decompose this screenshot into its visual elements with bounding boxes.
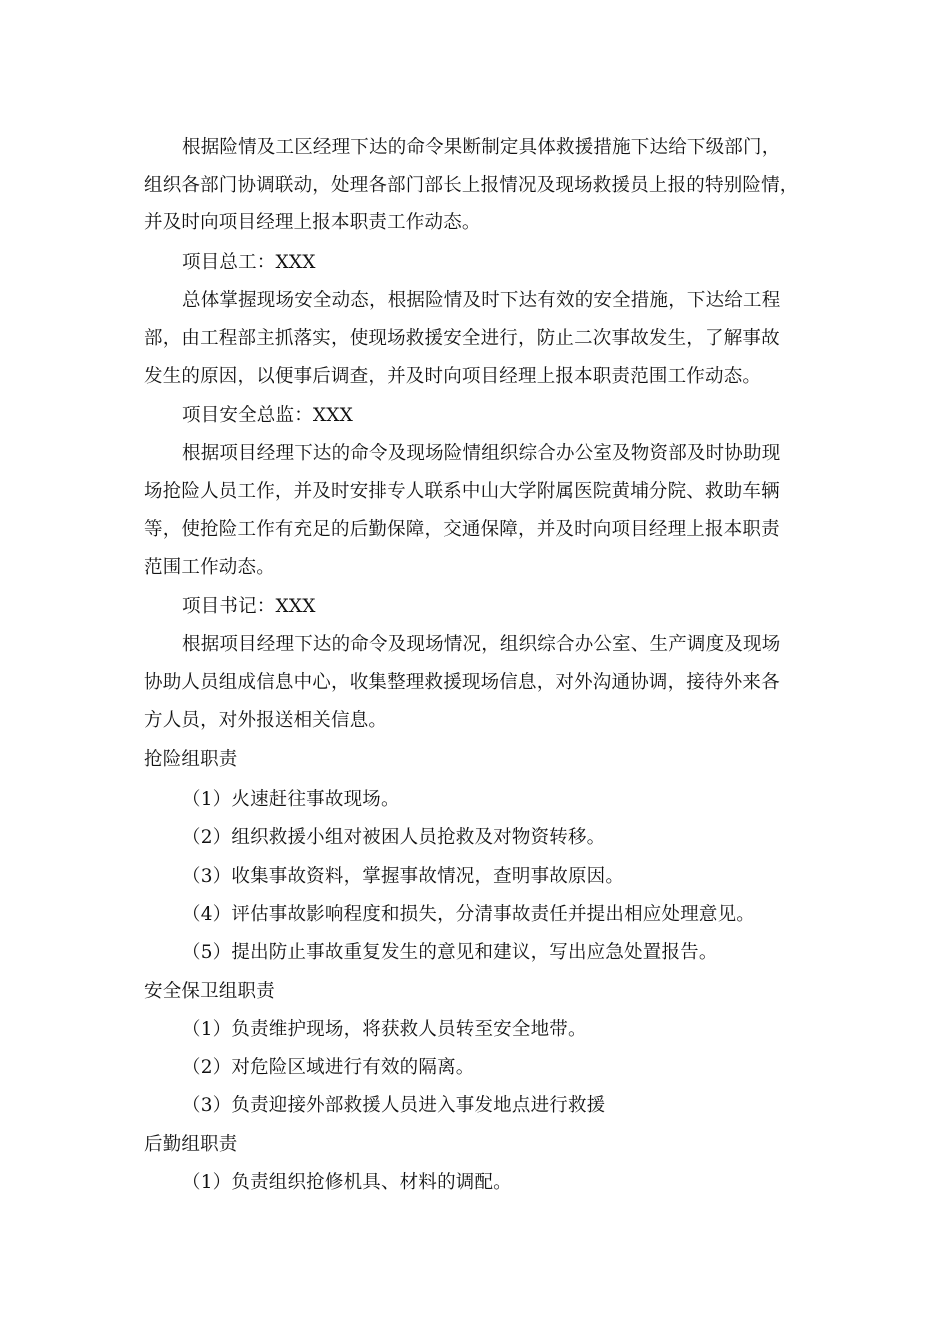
list-item: （3）负责迎接外部救援人员进入事发地点进行救援 (182, 1095, 606, 1116)
paragraph-line: 场抢险人员工作，并及时安排专人联系中山大学附属医院黄埔分院、救助车辆 (144, 481, 780, 502)
list-item: （1）负责维护现场，将获救人员转至安全地带。 (182, 1019, 587, 1040)
paragraph-line: 根据项目经理下达的命令及现场情况，组织综合办公室、生产调度及现场 (182, 634, 781, 655)
paragraph-line: 根据险情及工区经理下达的命令果断制定具体救援措施下达给下级部门， (182, 137, 781, 158)
section-heading: 安全保卫组职责 (144, 981, 275, 1002)
paragraph-line: 根据项目经理下达的命令及现场险情组织综合办公室及物资部及时协助现 (182, 443, 781, 464)
list-item: （2）对危险区域进行有效的隔离。 (182, 1057, 475, 1078)
paragraph-line: 方人员，对外报送相关信息。 (144, 710, 388, 731)
paragraph-line: 组织各部门协调联动，处理各部门部长上报情况及现场救援员上报的特别险情， (144, 175, 799, 196)
role-heading: 项目书记：XXX (182, 596, 316, 617)
list-item: （1）火速赶往事故现场。 (182, 789, 400, 810)
paragraph-line: 发生的原因，以便事后调查，并及时向项目经理上报本职责范围工作动态。 (144, 366, 762, 387)
role-heading: 项目总工：XXX (182, 252, 316, 273)
paragraph-line: 协助人员组成信息中心，收集整理救援现场信息，对外沟通协调，接待外来各 (144, 672, 780, 693)
paragraph-line: 总体掌握现场安全动态，根据险情及时下达有效的安全措施，下达给工程 (182, 290, 781, 311)
paragraph-line: 部，由工程部主抓落实，使现场救援安全进行，防止二次事故发生，了解事故 (144, 328, 780, 349)
paragraph-line: 等，使抢险工作有充足的后勤保障，交通保障，并及时向项目经理上报本职责 (144, 519, 780, 540)
role-heading: 项目安全总监：XXX (182, 405, 354, 426)
paragraph-line: 并及时向项目经理上报本职责工作动态。 (144, 212, 481, 233)
list-item: （1）负责组织抢修机具、材料的调配。 (182, 1172, 512, 1193)
paragraph-line: 范围工作动态。 (144, 557, 275, 578)
list-item: （4）评估事故影响程度和损失，分清事故责任并提出相应处理意见。 (182, 904, 755, 925)
list-item: （3）收集事故资料，掌握事故情况，查明事故原因。 (182, 866, 625, 887)
list-item: （2）组织救援小组对被困人员抢救及对物资转移。 (182, 827, 606, 848)
list-item: （5）提出防止事故重复发生的意见和建议，写出应急处置报告。 (182, 942, 718, 963)
section-heading: 抢险组职责 (144, 749, 238, 770)
section-heading: 后勤组职责 (144, 1134, 238, 1155)
